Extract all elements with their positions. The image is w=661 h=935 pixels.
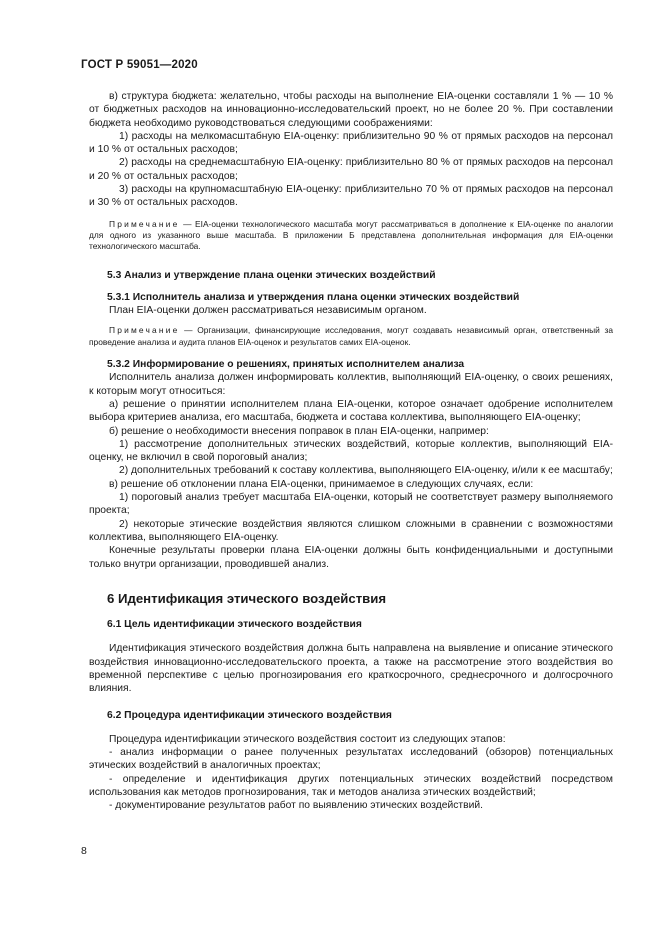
list-item-stage-documenting: - документирование результатов работ по выявлению этических воздействий. [109, 800, 483, 812]
note-label: Примечание [109, 218, 180, 229]
note-label: Примечание [109, 325, 180, 336]
section-heading-6-1: 6.1 Цель идентификации этического воздействия [107, 619, 362, 631]
section-heading-5-3-1: 5.3.1 Исполнитель анализа и утверждения плана оценки этических воздействий [107, 291, 520, 303]
list-item-small-scale: 1) расходы на мелкомасштабную EIA-оценку: приблизительно 90 % от прямых расходов на персонал и 10 % от остальных расходов; [89, 130, 613, 156]
paragraph-budget-structure: в) структура бюджета: желательно, чтобы расходы на выполнение EIA-оценки составляли 1 % — 10 % от бюджетных расходов на инновационно-исследовательский проект, но не более 20 %. При составлении бюджета необходимо руководствоваться следующими соображениями: [89, 91, 613, 129]
section-heading-5-3-2: 5.3.2 Информирование о решениях, принятых исполнителем анализа [107, 359, 465, 371]
standard-header: ГОСТ Р 59051—2020 [81, 59, 198, 71]
page-number: 8 [81, 845, 87, 857]
page-content [89, 90, 613, 813]
paragraph-inform-decisions: Исполнитель анализа должен информировать коллектив, выполняющий EIA-оценку, о своих решениях, к которым могут относиться: [89, 372, 613, 397]
list-item-decision-accept: а) решение о принятии исполнителем плана EIA-оценки, которое означает одобрение исполнителем выбора критериев анализа, его масштаба, бюджета и состава коллектива, выполняющего EIA-оценку; [89, 398, 613, 424]
list-item-amend-2: 2) дополнительных требований к составу коллектива, выполняющего EIA-оценку, и/или к ее масштабу; [119, 465, 613, 477]
paragraph-procedure-stages: Процедура идентификации этического воздействия состоит из следующих этапов: [109, 733, 506, 745]
list-item-stage-definition: - определение и идентификация других потенциальных этических воздействий посредством использования как методов прогнозирования, так и методов анализа этических воздействий; [89, 773, 613, 799]
list-item-large-scale: 3) расходы на крупномасштабную EIA-оценку: приблизительно 70 % от прямых расходов на персонал и 30 % от остальных расходов. [89, 184, 613, 209]
note-technology-scale [89, 219, 613, 253]
paragraph-confidential-results: Конечные результаты проверки плана EIA-оценки должны быть конфиденциальными и доступными только внутри организации, проводившей анализ. [89, 545, 613, 570]
section-heading-6: 6 Идентификация этического воздействия [107, 590, 387, 606]
list-item-amend-1: 1) рассмотрение дополнительных этических воздействий, которые коллектив, выполняющий EIA-оценку, не включил в свой пороговый анализ; [89, 438, 613, 464]
list-item-reject-2: 2) некоторые этические воздействия являются слишком сложными в сравнении с возможностями коллектива, выполняющего EIA-оценку. [89, 518, 613, 543]
list-item-reject-1: 1) пороговый анализ требует масштаба EIA-оценки, который не соответствует размеру выполняемого проекта; [89, 492, 613, 517]
list-item-decision-amend: б) решение о необходимости внесения поправок в план EIA-оценки, например: [109, 425, 489, 437]
paragraph-identification-goal: Идентификация этического воздействия должна быть направлена на выявление и описание этического воздействия инновационно-исследовательского проекта, а также на рассмотрение этого воздействия во временной перспективе с целью прогнозирования его краткосрочного, среднесрочного и долгосрочного влияния. [89, 643, 613, 695]
list-item-medium-scale: 2) расходы на среднемасштабную EIA-оценку: приблизительно 80 % от прямых расходов на персонал и 20 % от остальных расходов; [89, 157, 613, 182]
paragraph-independent-body: План EIA-оценки должен рассматриваться независимым органом. [109, 305, 427, 317]
section-heading-6-2: 6.2 Процедура идентификации этического воздействия [107, 709, 392, 721]
list-item-decision-reject: в) решение об отклонении плана EIA-оценки, принимаемое в следующих случаях, если: [109, 478, 534, 490]
note-text: — EIA-оценки технологического масштаба могут рассматриваться в дополнение к EIA-оценке по аналогии для одного из указанного выше масштаба. В приложении Б представлена дополнительная информация для EIA-оценки технологического масштаба. [89, 218, 613, 252]
list-item-stage-analysis: - анализ информации о ранее полученных результатах исследований (обзоров) потенциальных этических воздействий в аналогичных проектах; [89, 747, 613, 772]
section-heading-5-3: 5.3 Анализ и утверждение плана оценки этических воздействий [107, 269, 436, 281]
note-text: — Организации, финансирующие исследования, могут создавать независимый орган, ответственный за проведение анализа и аудита планов EIA-оценок и результатов самих EIA-оценок. [89, 325, 613, 347]
note-funding-organizations [89, 325, 613, 348]
